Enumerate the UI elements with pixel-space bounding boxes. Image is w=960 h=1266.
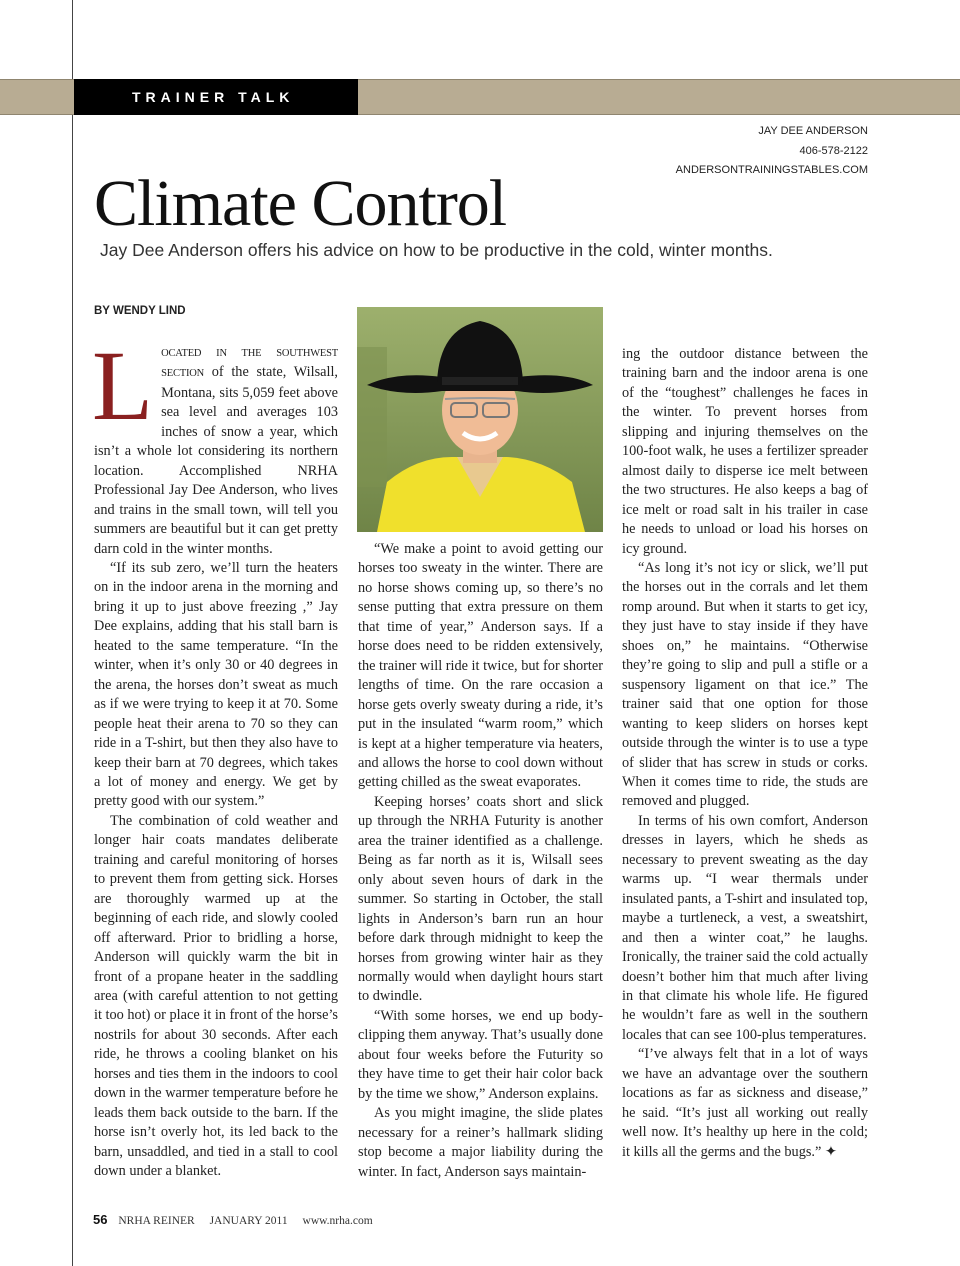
paragraph: In terms of his own comfort, Anderson dresses in layers, which he sheds as necessary to prevent sweating as the day warms up. “I wear thermals under insulated pants, a T-shirt and insulated top, maybe a turtleneck, a vest, a sweatshirt, and then a winter coat,” he laughs. Ironically, the trainer said the cold actually doesn’t bother him that much after living in that climate his whole life. He figured he wouldn’t fare as well in the southern locales that can see 100-plus temperatures. [622, 812, 868, 1043]
paragraph: “As long it’s not icy or slick, we’ll put the horses out in the corrals and let them romp around. But when it starts to get icy, they just have to stay inside if they have shoes on,” he maintains. “Otherwise they’re going to slip and pull a stifle or a suspensory ligament on that ice.” The trainer said that one option for those wanting to keep sliders on horses kept outside through the winter is to use a type of slider that has screw in studs or corks. When it comes time to ride, the studs are removed and plugged. [622, 559, 868, 810]
lead-smallcaps: OCATED IN THE SOUTHWEST SECTION [161, 348, 338, 380]
column-1 [92, 330, 338, 1181]
margin-rule [72, 0, 73, 1266]
lead-text: of the state, Wilsall, Montana, sits 5,059 feet above sea level and averages 103 inches of snow a year, which isn’t a whole lot considering its northern location. Accomplished NRHA Professional Jay Dee Anderson, who lives and trains in the small town, will tell you summers are beautiful but it can get pretty darn cold in the winter months. [94, 364, 338, 557]
paragraph: The combination of cold weather and longer hair coats mandates deliberate training and careful monitoring of horses to prevent them from getting sick. Horses are thoroughly warmed up at the beginning of each ride, and slowly cooled off afterward. Prior to bridling a horse, Anderson will quickly warm the bit in front of a propane heater in the saddling area (with careful attention to not getting it too hot) or place it in front of the horse’s nostrils for about 30 seconds. After each ride, he throws a cooling blanket on his horses and ties them in the indoors to cool down in the warmer temperature before he leads them back outside to the barn. If the horse isn’t overly hot, its led back to the barn, unsaddled, and tied in a stall to cool down under a blanket. [94, 812, 338, 1180]
drop-cap: L [92, 330, 154, 441]
lead-paragraph [92, 330, 338, 559]
contact-block [676, 122, 868, 181]
photo-illustration [357, 307, 603, 532]
contact-name: JAY DEE ANDERSON [758, 125, 868, 137]
paragraph: Keeping horses’ coats short and slick up through the NRHA Futurity is another area the trainer identified as a challenge. Being as far north as it is, Wilsall sees only about seven hours of dark in the summer. So starting in October, the stall lights in Anderson’s barn run an hour before dark through midnight to keep the horses from growing winter hair as they normally would when daylight hours start to dwindle. [358, 793, 603, 1005]
page-number: 56 [93, 1212, 108, 1227]
trainer-photo [357, 307, 603, 532]
section-label: TRAINER TALK [74, 79, 358, 115]
paragraph: “With some horses, we end up body-clipping them anyway. That’s usually done about four weeks before the Futurity so they have time to get their hair color back by the time we show,” Anderson explains. [358, 1007, 603, 1102]
contact-website: ANDERSONTRAININGSTABLES.COM [675, 164, 868, 176]
paragraph: As you might imagine, the slide plates necessary for a reiner’s hallmark sliding stop become a major liability during the winter. In fact, Anderson says maintain- [358, 1105, 603, 1180]
column-3 [622, 345, 868, 1162]
contact-phone: 406-578-2122 [799, 144, 868, 157]
column-2 [358, 540, 603, 1182]
article-title: Climate Control [94, 167, 507, 240]
paragraph: “If its sub zero, we’ll turn the heaters on in the indoor arena in the morning and bring it up to just above freezing ,” Jay Dee explains, adding that his stall barn is heated to the same temperature. “In the winter, when it’s only 30 or 40 degrees in the arena, the horses don’t sweat as much as if we were trying to keep it at 70. Some people heat their arena to 70 so they can ride in a T-shirt, but then they also have to keep their barn at 70 degrees, which takes a lot of money and energy. We get by pretty good with our system.” [94, 559, 338, 810]
issue-date: JANUARY 2011 [209, 1215, 288, 1227]
publication-name: NRHA REINER [118, 1215, 195, 1227]
paragraph: ing the outdoor distance between the training barn and the indoor arena is one of the “toughest” challenges he faces in the winter. To prevent horses from slipping and injuring themselves on the 100-foot walk, he uses a fertilizer spreader almost daily to disperse ice melt between the two structures. He also keeps a bag of ice melt or road salt in his trailer in case he needs to unload or load his horses on icy ground. [622, 346, 868, 557]
paragraph: “We make a point to avoid getting our horses too sweaty in the winter. There are no horse shows coming up, so there’s no sense putting that extra pressure on them that time of year,” Anderson says. If a horse does need to be ridden extensively, the trainer will ride it twice, but for shorter lengths of time. On the rare occasion a horse gets overly sweaty during a ride, it’s put in the insulated “warm room,” which is kept at a higher temperature via heaters, and allows the horse to cool down without getting chilled as the sweat evaporates. [358, 541, 603, 791]
paragraph: “I’ve always felt that in a lot of ways we have an advantage over the southern locations as far as sickness and disease,” he said. “It’s just all working out really well now. It’s healthy up here in the cold; it kills all the germs and the bugs.” ✦ [622, 1046, 868, 1160]
article-deck: Jay Dee Anderson offers his advice on how to be productive in the cold, winter months. [100, 240, 773, 260]
byline: BY WENDY LIND [94, 305, 186, 317]
page-footer [93, 1212, 373, 1227]
footer-url: www.nrha.com [302, 1215, 373, 1227]
